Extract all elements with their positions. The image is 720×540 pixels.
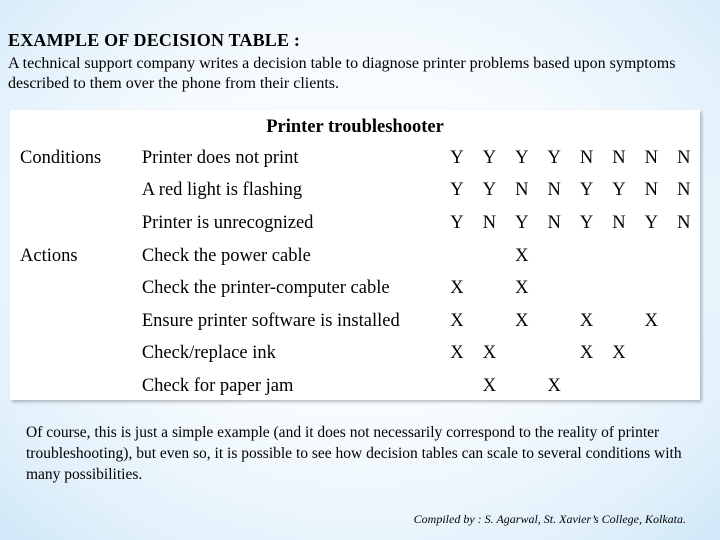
condition-rule-cell: N (515, 180, 529, 201)
action-rule-cell (570, 272, 602, 305)
action-rule-cell (506, 370, 538, 403)
action-rule-cell (473, 272, 505, 305)
action-rule-cell (603, 240, 635, 273)
action-rule-cell: X (547, 375, 561, 396)
condition-rule-cell: Y (515, 212, 529, 233)
action-rule-cell (668, 338, 700, 371)
condition-rule-cell: N (482, 212, 497, 233)
credit-line: Compiled by : S. Agarwal, St. Xavier’s College, Kolkata. (413, 512, 686, 526)
note-paragraph: Of course, this is just a simple example (and it does not necessarily correspond to the reality of printer troubleshooting), but even so, it is possible to see how decision tables can scale to several conditions with many possibilities. (26, 424, 682, 483)
action-rule-cell (538, 338, 570, 371)
action-label: Check for paper jam (141, 375, 294, 396)
action-rule-cell (635, 370, 667, 403)
condition-rule-cell: Y (482, 147, 497, 168)
condition-rule-cell: N (677, 212, 691, 233)
condition-rule-cell: Y (644, 212, 659, 233)
condition-rule-cell: N (677, 147, 691, 168)
condition-label: Printer does not print (141, 147, 299, 168)
action-rule-cell (538, 305, 570, 338)
action-rule-cell: X (644, 310, 659, 331)
condition-rule-cell: N (644, 147, 659, 168)
condition-rule-cell: N (547, 180, 561, 201)
table-caption: Printer troubleshooter (266, 116, 444, 137)
condition-label: Printer is unrecognized (141, 212, 314, 233)
condition-rule-cell: Y (515, 147, 529, 168)
condition-rule-cell: N (677, 180, 691, 201)
action-rule-cell (668, 305, 700, 338)
action-rule-cell: X (515, 245, 529, 266)
action-rule-cell (473, 305, 505, 338)
condition-rule-cell: Y (450, 212, 464, 233)
action-label: Check/replace ink (141, 343, 276, 364)
condition-rule-cell: Y (547, 147, 561, 168)
action-rule-cell: X (515, 310, 529, 331)
decision-table (10, 110, 700, 403)
condition-row (10, 142, 700, 175)
action-rule-cell (538, 240, 570, 273)
action-section-label: Actions (20, 245, 78, 266)
condition-rule-cell: Y (612, 180, 626, 201)
condition-rule-cell: N (579, 147, 594, 168)
action-rule-cell: X (515, 278, 529, 299)
action-rule-cell (668, 370, 700, 403)
action-rule-cell (570, 370, 602, 403)
action-rule-cell (635, 240, 667, 273)
action-rule-cell (603, 305, 635, 338)
intro-paragraph: A technical support company writes a decision table to diagnose printer problems based upon symptoms described to them over the phone from their clients. (8, 55, 676, 92)
condition-label: A red light is flashing (141, 180, 303, 201)
action-label: Check the printer-computer cable (141, 278, 390, 299)
action-rule-cell: X (450, 310, 464, 331)
condition-rule-cell: N (612, 212, 626, 233)
action-rule-cell (603, 370, 635, 403)
condition-rule-cell: Y (450, 147, 464, 168)
action-rule-cell: X (579, 343, 594, 364)
action-rule-cell (668, 272, 700, 305)
table-caption-row (10, 110, 700, 142)
action-rule-cell (473, 240, 505, 273)
action-rule-cell: X (450, 278, 464, 299)
action-rule-cell: X (450, 343, 464, 364)
action-rule-cell (603, 272, 635, 305)
action-rule-cell: X (579, 310, 594, 331)
action-rule-cell (441, 240, 473, 273)
condition-rule-cell: Y (579, 180, 594, 201)
condition-rule-cell: N (644, 180, 659, 201)
action-row (10, 240, 700, 273)
condition-rule-cell: N (547, 212, 561, 233)
action-rule-cell: X (612, 343, 626, 364)
action-rule-cell (506, 338, 538, 371)
condition-rule-cell: Y (450, 180, 464, 201)
action-rule-cell (635, 338, 667, 371)
condition-rule-cell: Y (482, 180, 497, 201)
condition-rule-cell: N (612, 147, 626, 168)
action-label: Ensure printer software is installed (141, 310, 400, 331)
slide-title: EXAMPLE OF DECISION TABLE : (8, 30, 301, 50)
condition-rule-cell: Y (579, 212, 594, 233)
action-rule-cell: X (482, 343, 497, 364)
decision-table-panel (10, 110, 700, 400)
condition-section-label: Conditions (20, 148, 102, 168)
action-rule-cell (668, 240, 700, 273)
action-rule-cell (441, 370, 473, 403)
action-label: Check the power cable (141, 245, 311, 266)
action-rule-cell (538, 272, 570, 305)
action-rule-cell (570, 240, 602, 273)
action-rule-cell (635, 272, 667, 305)
action-rule-cell: X (482, 375, 497, 396)
